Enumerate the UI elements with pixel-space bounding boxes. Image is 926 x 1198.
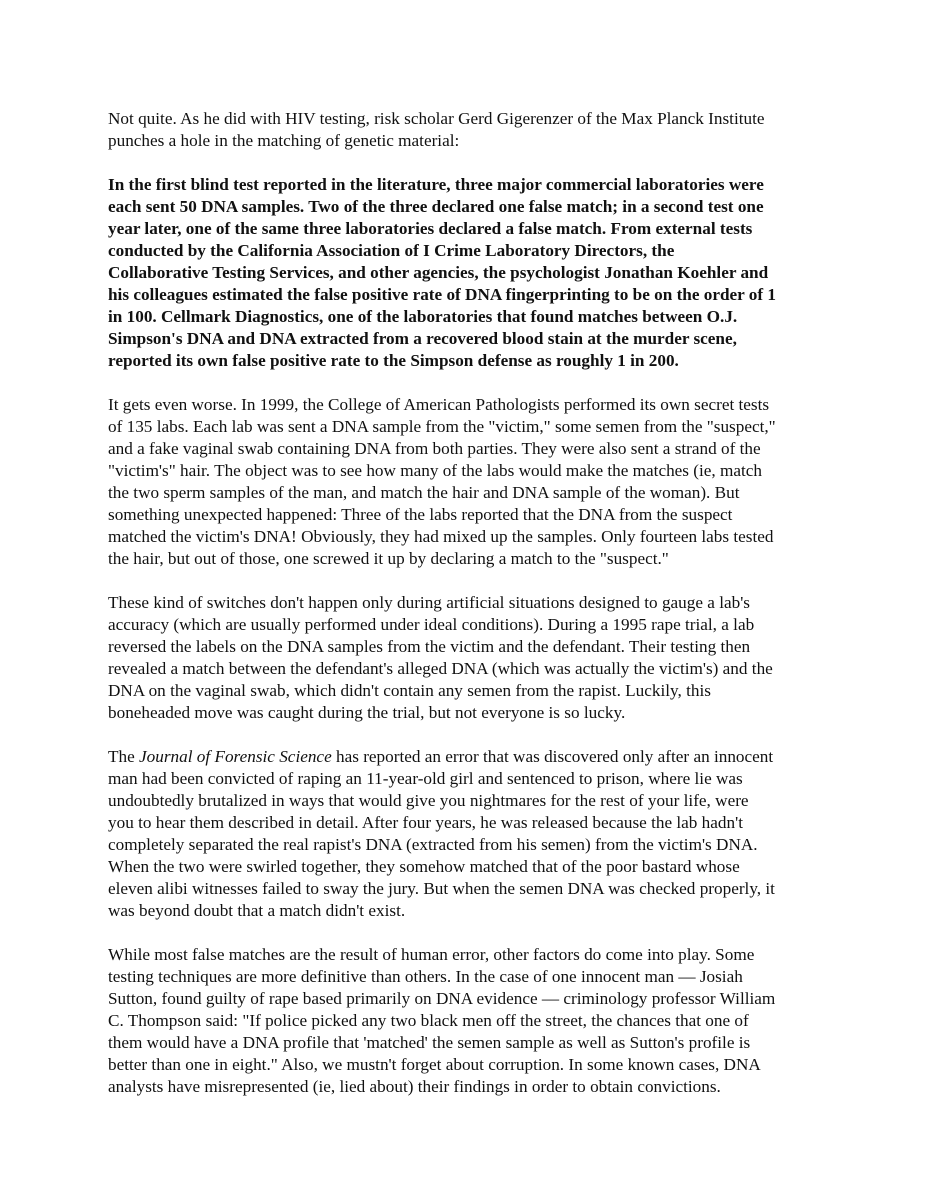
text-line: his colleagues estimated the false positive rate of DNA fingerprinting to be on the order of 1 [108, 285, 777, 304]
text-line: matched the victim's DNA! Obviously, they had mixed up the samples. Only fourteen labs tested [108, 527, 774, 546]
text-line: revealed a match between the defendant's alleged DNA (which was actually the victim's) and the [108, 659, 773, 678]
paragraph-switches [108, 592, 820, 724]
text-line: "victim's" hair. The object was to see how many of the labs would make the matches (ie, match [108, 461, 763, 480]
text-line: Collaborative Testing Services, and other agencies, the psychologist Jonathan Koehler and [108, 263, 769, 282]
text-line-first [108, 746, 820, 768]
paragraph-human-error [108, 944, 820, 1098]
text-line: When the two were swirled together, they somehow matched that of the poor bastard whose [108, 857, 740, 876]
text-line: them would have a DNA profile that 'matched' the semen sample as well as Sutton's profile is [108, 1033, 751, 1052]
text-line: accuracy (which are usually performed under ideal conditions). During a 1995 rape trial, a lab [108, 615, 755, 634]
journal-title: Journal of Forensic Science [139, 747, 332, 766]
document-body [108, 108, 820, 1120]
text-line: something unexpected happened: Three of the labs reported that the DNA from the suspect [108, 505, 733, 524]
text-line: man had been convicted of raping an 11-year-old girl and sentenced to prison, where lie was [108, 769, 743, 788]
text-line: It gets even worse. In 1999, the College of American Pathologists performed its own secret tests [108, 395, 770, 414]
text-line: reversed the labels on the DNA samples from the victim and the defendant. Their testing then [108, 637, 751, 656]
text-line: the two sperm samples of the man, and match the hair and DNA sample of the woman). But [108, 483, 740, 502]
text-line: you to hear them described in detail. After four years, he was released because the lab hadn't [108, 813, 743, 832]
text-line: of 135 labs. Each lab was sent a DNA sample from the "victim," some semen from the "suspect," [108, 417, 776, 436]
text-line: These kind of switches don't happen only during artificial situations designed to gauge a lab's [108, 593, 750, 612]
text-line: punches a hole in the matching of genetic material: [108, 131, 460, 150]
text-line: better than one in eight." Also, we mustn't forget about corruption. In some known cases, DNA [108, 1055, 761, 1074]
text-line: each sent 50 DNA samples. Two of the three declared one false match; in a second test one [108, 197, 764, 216]
text-line: Sutton, found guilty of rape based primarily on DNA evidence — criminology professor William [108, 989, 776, 1008]
text-line: year later, one of the same three laboratories declared a false match. From external tests [108, 219, 753, 238]
text-line: conducted by the California Association of I Crime Laboratory Directors, the [108, 241, 675, 260]
paragraph-quote [108, 174, 820, 372]
text-line: DNA on the vaginal swab, which didn't contain any semen from the rapist. Luckily, this [108, 681, 711, 700]
text-line: in 100. Cellmark Diagnostics, one of the laboratories that found matches between O.J. [108, 307, 738, 326]
paragraph-intro [108, 108, 820, 152]
text-line: boneheaded move was caught during the trial, but not everyone is so lucky. [108, 703, 626, 722]
paragraph-worse [108, 394, 820, 570]
text-line: completely separated the real rapist's DNA (extracted from his semen) from the victim's DNA. [108, 835, 758, 854]
text-line: reported its own false positive rate to the Simpson defense as roughly 1 in 200. [108, 351, 679, 370]
text-line: analysts have misrepresented (ie, lied about) their findings in order to obtain convictions. [108, 1077, 721, 1096]
text-line: the hair, but out of those, one screwed it up by declaring a match to the "suspect." [108, 549, 669, 568]
text-suffix: has reported an error that was discovered only after an innocent [331, 747, 774, 766]
text-line: C. Thompson said: "If police picked any two black men off the street, the chances that one of [108, 1011, 749, 1030]
text-line: While most false matches are the result of human error, other factors do come into play. Some [108, 945, 755, 964]
text-line: In the first blind test reported in the literature, three major commercial laboratories were [108, 175, 764, 194]
text-line: eleven alibi witnesses failed to sway the jury. But when the semen DNA was checked properly, it [108, 879, 775, 898]
text-line: Simpson's DNA and DNA extracted from a recovered blood stain at the murder scene, [108, 329, 737, 348]
text-line: was beyond doubt that a match didn't exist. [108, 901, 406, 920]
text-line: undoubtedly brutalized in ways that would give you nightmares for the rest of your life, were [108, 791, 749, 810]
text-line: and a fake vaginal swab containing DNA from both parties. They were also sent a strand of the [108, 439, 761, 458]
text-line: testing techniques are more definitive than others. In the case of one innocent man — Josiah [108, 967, 743, 986]
paragraph-journal [108, 746, 820, 922]
text-line: Not quite. As he did with HIV testing, risk scholar Gerd Gigerenzer of the Max Planck Institute [108, 109, 765, 128]
text-prefix: The [108, 747, 140, 766]
